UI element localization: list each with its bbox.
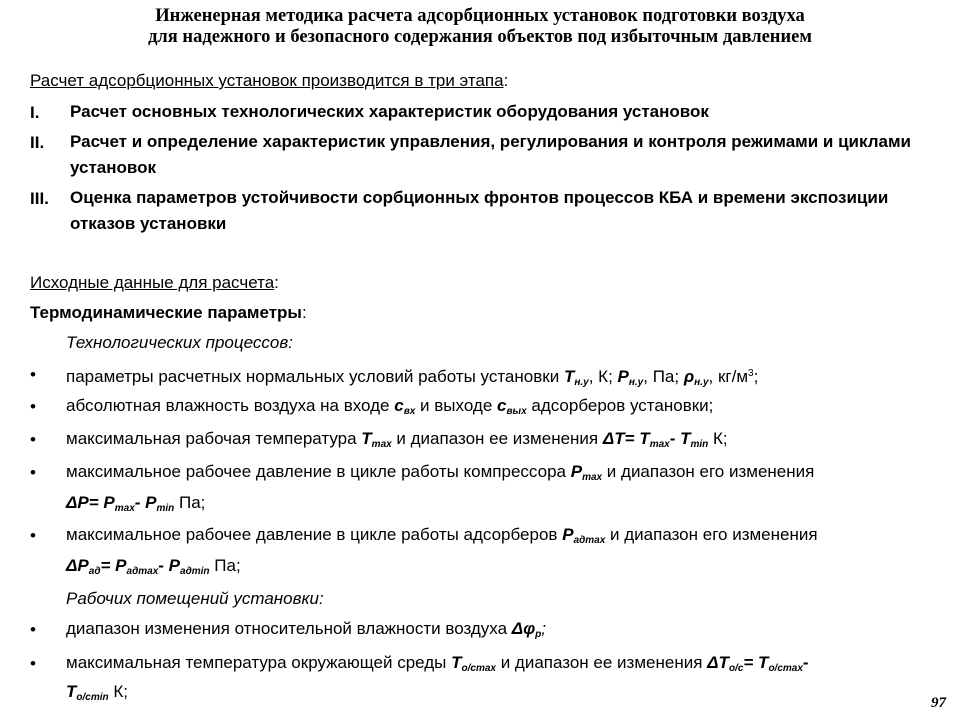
intro-colon: :	[503, 71, 509, 90]
bullet-text-7: максимальная температура окружающей среды $Т_{о/cmax}$ и диапазон ее изменения $\Delta Т_{о/с}= Т_{о/cmax}-$	[66, 653, 809, 674]
bullet-marker: •	[30, 620, 36, 639]
bullet-marker: •	[30, 365, 36, 384]
source-heading: Исходные данные для расчета	[30, 273, 275, 292]
bullet-text-6: диапазон изменения относительной влажности воздуха $\Delta\varphi_р$;	[66, 619, 547, 640]
bullet-marker: •	[30, 463, 36, 482]
stage-number-1: I.	[30, 103, 40, 122]
bullet-marker: •	[30, 430, 36, 449]
thermo-heading: Термодинамические параметры	[30, 303, 302, 322]
stage-text-1: Расчет основных технологических характеристик оборудования установок	[70, 102, 709, 121]
thermo-colon: :	[301, 303, 307, 322]
source-heading-colon: :	[274, 273, 279, 292]
stage-text-3: Оценка параметров устойчивости сорбционных фронтов процессов КБА и времени экспозиции отказов установки	[70, 188, 889, 233]
bullet-text-5-cont: $\Delta Р_{ад}= Р_{адmax}-$ $Р_{адmin}$ Па;	[66, 556, 241, 577]
bullet-marker: •	[30, 526, 36, 545]
title-line-2: для надежного и безопасного содержания объектов под избыточным давлением	[148, 27, 812, 47]
source-heading-line	[30, 273, 279, 293]
intro-line	[30, 71, 508, 91]
stage-number-2: II.	[30, 133, 45, 152]
page-title	[20, 6, 940, 48]
bullet-text-4-cont: $\Delta Р= Р_{max}-$ $Р_{min}$ Па;	[66, 493, 206, 514]
intro-text: Расчет адсорбционных установок производится в три этапа	[30, 71, 504, 90]
page-number: 97	[931, 695, 946, 711]
bullet-text-5: максимальное рабочее давление в цикле работы адсорберов $Р_{адmax}$ и диапазон его изменения	[66, 525, 818, 546]
bullet-text-2: абсолютная влажность воздуха на входе $с_{вх}$ и выходе $с_{вых}$ адсорберов установки;	[66, 396, 714, 417]
thermo-line	[30, 303, 307, 323]
stage-number-3: III.	[30, 189, 49, 208]
bullet-marker: •	[30, 397, 36, 416]
tech-processes-subheading: Технологических процессов:	[66, 333, 293, 352]
workrooms-subheading: Рабочих помещений установки:	[66, 589, 324, 608]
bullet-text-3: максимальная рабочая температура $Т_{max}$ и диапазон ее изменения $\Delta Т= Т_{max}-$ $Т_{min}$ К;	[66, 429, 728, 450]
title-line-1: Инженерная методика расчета адсорбционных установок подготовки воздуха	[155, 6, 805, 26]
stage-text-2: Расчет и определение характеристик управления, регулирования и контроля режимами и циклами установок	[70, 132, 911, 177]
bullet-text-1: параметры расчетных нормальных условий работы установки $Т_{н.у}$, К; $Р_{н.у}$, Па; $\rho_{н.у}$, $кг/м^3$;	[66, 367, 759, 388]
bullet-text-7-cont: $Т_{о/cmin}$ К;	[66, 682, 128, 703]
bullet-marker: •	[30, 654, 36, 673]
bullet-text-4: максимальное рабочее давление в цикле работы компрессора $Р_{max}$ и диапазон его изменения	[66, 462, 815, 483]
